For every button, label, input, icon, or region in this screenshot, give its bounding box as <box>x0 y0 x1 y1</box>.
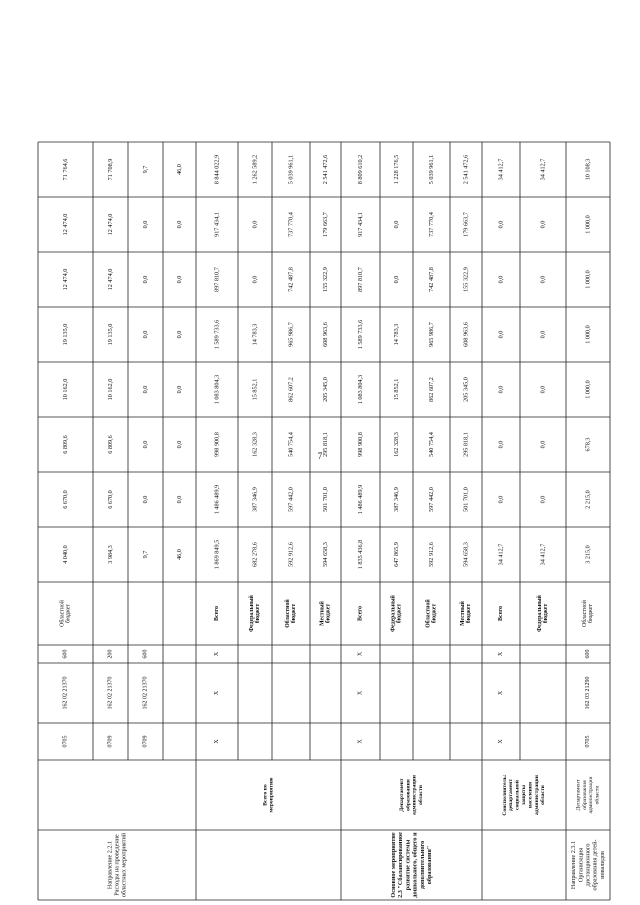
funding-source-cell: Областной <box>59 600 66 627</box>
year-value-cell: 501 701,0 <box>462 487 470 512</box>
section-title-line: дополнительного <box>418 840 426 890</box>
funding-source-cell: Местный <box>319 601 326 626</box>
year-value-cell: 4 040,0 <box>62 545 69 564</box>
year-value-cell: 998 900,8 <box>213 432 221 457</box>
year-value-cell: 12 474,0 <box>107 213 114 236</box>
year-value-cell: 594 658,3 <box>322 542 329 567</box>
year-value-cell: 0,0 <box>497 385 505 394</box>
responsible-executor-line: Департамент <box>575 779 582 811</box>
total-value-cell: 71 764,6 <box>62 158 69 181</box>
funding-source-cell: бюджет <box>291 603 297 624</box>
section-title-line: Направление 2.2.1 <box>106 840 114 890</box>
year-value-cell: 0,0 <box>393 275 400 284</box>
year-value-cell: 12 474,0 <box>107 268 114 291</box>
year-value-cell: 10 162,0 <box>62 378 69 401</box>
year-value-cell: 1 869 849,5 <box>213 539 221 570</box>
vr-cell: 600 <box>62 649 69 659</box>
year-value-cell: 1 835 436,8 <box>357 539 364 570</box>
year-value-cell: 1 589 733,6 <box>357 319 364 350</box>
rzpr-cell: Х <box>357 739 364 744</box>
csr-cell: 162 02 21370 <box>62 676 69 710</box>
total-value-cell: 8 844 022,9 <box>213 154 221 185</box>
year-value-cell: 12 474,0 <box>62 268 69 291</box>
funding-source-cell: бюджет <box>325 603 332 624</box>
year-value-cell: 998 900,8 <box>357 432 364 457</box>
year-value-cell: 6 809,6 <box>62 435 69 454</box>
year-value-cell: 0,0 <box>539 330 547 339</box>
year-value-cell: 19 135,0 <box>107 323 114 346</box>
section-title-line: Основное мероприятие <box>390 832 397 898</box>
year-value-cell: 540 754,4 <box>428 432 435 457</box>
year-value-cell: 0,0 <box>176 330 183 339</box>
year-value-cell: 9,7 <box>142 550 149 559</box>
year-value-cell: 1 000,0 <box>584 270 592 289</box>
year-value-cell: 0,0 <box>393 220 400 229</box>
responsible-executor-line: администрации <box>533 775 540 815</box>
page-number: 7 <box>317 451 323 461</box>
year-value-cell: 1 000,0 <box>584 325 592 344</box>
year-value-cell: 12 474,0 <box>62 213 69 236</box>
year-value-cell: 162 328,3 <box>251 432 259 457</box>
year-value-cell: 387 346,9 <box>251 487 259 512</box>
year-value-cell: 1 000,0 <box>584 215 592 234</box>
responsible-executor-line: защиты <box>521 784 527 806</box>
year-value-cell: 0,0 <box>176 440 183 449</box>
section-title-line: развитие системы <box>404 839 412 891</box>
year-value-cell: 179 663,7 <box>322 212 329 237</box>
section-title-line: Направление 2.3.1 <box>570 840 578 890</box>
year-value-cell: 742 487,8 <box>287 267 295 292</box>
vr-cell: Х <box>357 651 364 657</box>
year-value-cell: 34 412,7 <box>539 543 547 566</box>
year-value-cell: 592 912,6 <box>428 542 435 567</box>
year-value-cell: 0,0 <box>539 440 547 449</box>
year-value-cell: 0,0 <box>497 495 505 504</box>
funding-source-cell: бюджет <box>396 603 403 624</box>
year-value-cell: 34 412,7 <box>497 543 505 566</box>
section-title-line: 2.3 "Сбалансированное <box>397 832 405 898</box>
funding-source-cell: Федеральный <box>390 595 397 632</box>
year-value-cell: 0,0 <box>142 275 149 284</box>
year-value-cell: 155 322,9 <box>322 267 329 292</box>
year-value-cell: 0,0 <box>176 220 183 229</box>
section-title-line: дошкольного, общего и <box>411 832 419 898</box>
year-value-cell: 594 658,3 <box>462 542 470 567</box>
year-value-cell: 0,0 <box>539 385 547 394</box>
table-text <box>59 155 606 898</box>
year-value-cell: 678,3 <box>584 437 592 452</box>
responsible-executor-line: департамент <box>508 778 515 812</box>
csr-cell: Х <box>357 690 364 696</box>
year-value-cell: 897 810,7 <box>357 267 364 292</box>
year-value-cell: 0,0 <box>539 275 547 284</box>
year-value-cell: 862 607,2 <box>428 377 435 402</box>
total-value-cell: 10 108,3 <box>584 158 592 181</box>
year-value-cell: 608 963,6 <box>462 322 470 347</box>
year-value-cell: 10 162,0 <box>107 378 114 401</box>
total-value-cell: 1 262 589,2 <box>251 154 259 185</box>
year-value-cell: 0,0 <box>142 495 149 504</box>
year-value-cell: 0,0 <box>142 330 149 339</box>
year-value-cell: 682 278,6 <box>251 542 259 567</box>
year-value-cell: 6 670,0 <box>107 490 114 509</box>
year-value-cell: 1 083 804,3 <box>357 374 364 405</box>
year-value-cell: 205 345,0 <box>462 377 470 402</box>
vr-cell: 600 <box>142 649 149 659</box>
year-value-cell: 1 589 733,6 <box>213 319 221 350</box>
funding-source-cell: бюджет <box>431 603 438 624</box>
responsible-executor-line: населения <box>527 781 534 809</box>
year-value-cell: 3 215,0 <box>584 545 592 564</box>
section-title-line: образования детей- <box>591 839 599 891</box>
year-value-cell: 205 345,0 <box>322 377 329 402</box>
year-value-cell: 179 663,7 <box>462 212 470 237</box>
total-value-cell: 34 412,7 <box>497 158 505 181</box>
year-value-cell: 0,0 <box>142 385 149 394</box>
section-title-line: Организация <box>577 847 585 883</box>
year-value-cell: 295 818,1 <box>462 432 470 457</box>
vr-cell: 600 <box>585 649 591 659</box>
responsible-executor-line: Департамент <box>398 778 405 812</box>
funding-source-cell: Всего <box>357 606 364 621</box>
responsible-executor-line: образования <box>405 779 412 811</box>
year-value-cell: 0,0 <box>497 330 505 339</box>
responsible-executor-line: области <box>418 785 425 805</box>
section-title-line: областных мероприятий <box>120 832 128 898</box>
year-value-cell: 742 487,8 <box>428 267 435 292</box>
total-value-cell: 8 809 610,2 <box>357 154 364 185</box>
total-value-cell: 5 039 961,1 <box>287 154 295 185</box>
responsible-executor-line: социальной <box>514 780 521 810</box>
year-value-cell: 1 486 489,9 <box>213 484 221 515</box>
funding-source-cell: Областной <box>425 599 432 628</box>
total-value-cell: 34 412,7 <box>539 158 547 181</box>
funding-source-cell: Федеральный <box>537 595 543 632</box>
year-value-cell: 608 963,6 <box>322 322 329 347</box>
responsible-executor-line: Всего по <box>262 784 269 806</box>
funding-source-cell: Областной <box>582 600 588 627</box>
year-value-cell: 0,0 <box>497 275 505 284</box>
year-value-cell: 1 083 804,3 <box>213 374 221 405</box>
year-value-cell: 0,0 <box>539 220 547 229</box>
funding-source-cell: бюджет <box>255 603 261 624</box>
year-value-cell: 540 754,4 <box>287 432 295 457</box>
funding-source-cell: бюджет <box>543 603 549 624</box>
total-value-cell: 2 541 472,6 <box>462 154 470 185</box>
year-value-cell: 14 783,3 <box>393 323 400 346</box>
year-value-cell: 592 912,6 <box>287 542 295 567</box>
year-value-cell: 295 818,1 <box>322 432 329 457</box>
year-value-cell: 155 322,9 <box>462 267 470 292</box>
year-value-cell: 965 986,7 <box>287 322 295 347</box>
responsible-executor-line: Соисполнитель: <box>501 774 508 816</box>
responsible-executor-line: мероприятию <box>268 777 275 813</box>
year-value-cell: 0,0 <box>142 220 149 229</box>
rzpr-cell: 0709 <box>142 735 149 748</box>
year-value-cell: 0,0 <box>497 220 505 229</box>
section-title-line: инвалидов <box>598 851 606 879</box>
year-value-cell: 3 984,3 <box>107 545 114 564</box>
responsible-executor-line: области <box>594 785 601 805</box>
responsible-executor-line: образования <box>581 780 588 810</box>
section-title-line: дистанционного <box>584 843 592 887</box>
rzpr-cell: Х <box>214 739 220 744</box>
year-value-cell: 917 434,1 <box>213 212 221 237</box>
total-value-cell: 9,7 <box>142 165 149 174</box>
year-value-cell: 0,0 <box>539 495 547 504</box>
year-value-cell: 0,0 <box>176 385 183 394</box>
funding-source-cell: бюджет <box>588 604 594 623</box>
funding-source-cell: бюджет <box>65 604 72 623</box>
rzpr-cell: 0705 <box>585 735 591 748</box>
csr-cell: 162 02 21370 <box>142 676 149 710</box>
funding-source-cell: Областной <box>285 599 291 628</box>
responsible-executor-line: администрации <box>411 775 418 815</box>
year-value-cell: 0,0 <box>497 440 505 449</box>
year-value-cell: 862 607,2 <box>287 377 295 402</box>
total-value-cell: 46,0 <box>176 164 183 175</box>
year-value-cell: 737 770,4 <box>287 212 295 237</box>
year-value-cell: 897 810,7 <box>213 267 221 292</box>
year-value-cell: 15 852,1 <box>251 378 259 401</box>
year-value-cell: 0,0 <box>142 440 149 449</box>
year-value-cell: 647 865,9 <box>393 542 400 567</box>
total-value-cell: 5 039 961,1 <box>428 154 435 185</box>
section-title-line: образования" <box>426 845 433 885</box>
total-value-cell: 1 228 176,5 <box>393 154 400 185</box>
section-title-line: Расходы на проведение <box>113 834 121 896</box>
vr-cell: 200 <box>107 649 114 659</box>
year-value-cell: 501 701,0 <box>322 487 329 512</box>
year-value-cell: 162 328,3 <box>393 432 400 457</box>
year-value-cell: 2 215,0 <box>584 490 592 509</box>
year-value-cell: 965 986,7 <box>428 322 435 347</box>
year-value-cell: 6 809,6 <box>107 435 114 454</box>
total-value-cell: 71 708,9 <box>107 158 114 181</box>
funding-source-cell: Федеральный <box>249 595 255 632</box>
year-value-cell: 6 670,0 <box>62 490 69 509</box>
year-value-cell: 1 486 489,9 <box>357 484 364 515</box>
rzpr-cell: Х <box>498 739 504 744</box>
year-value-cell: 15 852,1 <box>393 378 400 401</box>
rzpr-cell: 0709 <box>107 735 114 748</box>
year-value-cell: 737 770,4 <box>428 212 435 237</box>
rzpr-cell: 0705 <box>62 735 69 748</box>
total-value-cell: 2 541 472,6 <box>322 154 329 185</box>
year-value-cell: 46,0 <box>176 549 183 560</box>
year-value-cell: 597 442,0 <box>428 487 435 512</box>
year-value-cell: 387 346,9 <box>393 487 400 512</box>
year-value-cell: 597 442,0 <box>287 487 295 512</box>
vr-cell: Х <box>214 651 220 657</box>
year-value-cell: 14 783,3 <box>251 323 259 346</box>
csr-cell: 162 03 21290 <box>585 676 591 710</box>
csr-cell: 162 02 21370 <box>107 676 114 710</box>
responsible-executor-line: администрации <box>588 776 595 814</box>
year-value-cell: 0,0 <box>176 275 183 284</box>
funding-source-cell: Всего <box>498 606 504 621</box>
vr-cell: Х <box>498 651 504 657</box>
responsible-executor-line: области <box>540 785 547 805</box>
csr-cell: Х <box>214 690 220 696</box>
year-value-cell: 0,0 <box>251 275 259 284</box>
year-value-cell: 19 135,0 <box>62 323 69 346</box>
funding-source-cell: бюджет <box>466 603 472 624</box>
year-value-cell: 0,0 <box>176 495 183 504</box>
funding-source-cell: Местный <box>460 601 466 626</box>
csr-cell: Х <box>498 690 504 696</box>
year-value-cell: 1 000,0 <box>584 380 592 399</box>
funding-source-cell: Всего <box>214 606 220 621</box>
year-value-cell: 0,0 <box>251 220 259 229</box>
year-value-cell: 917 434,1 <box>357 212 364 237</box>
